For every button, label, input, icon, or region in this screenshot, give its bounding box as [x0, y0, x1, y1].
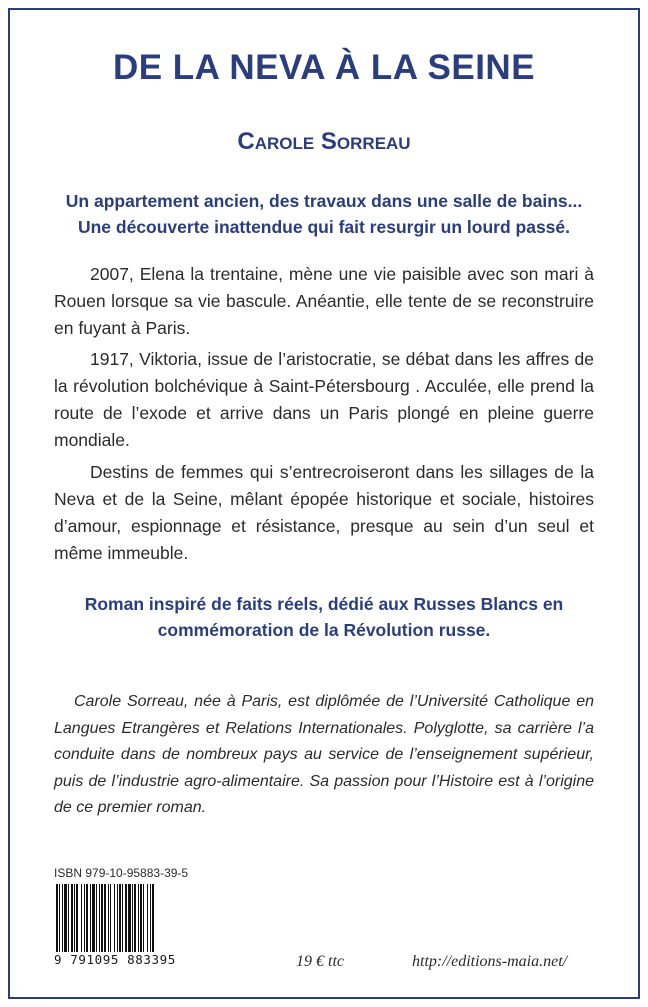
barcode-bar [62, 884, 63, 952]
barcode-bar [76, 884, 78, 952]
barcode-bar [110, 884, 111, 952]
barcode-bar [86, 884, 88, 952]
barcode-bar [128, 884, 131, 952]
barcode-bar [140, 884, 142, 952]
barcode-bar [147, 884, 148, 952]
barcode-bar [125, 884, 127, 952]
barcode-bar [114, 884, 115, 952]
barcode-bar [119, 884, 121, 952]
barcode-bar [108, 884, 109, 952]
synopsis-paragraph-2: 1917, Viktoria, issue de l’aristocratie, se débat dans les affres de la révolution bolchévique à Saint-Pétersbourg . Acculée, elle prend la route de l’exode et arrive dans un Paris plongé en pleine guerre mondiale. [54, 349, 594, 450]
barcode-bar [59, 884, 60, 952]
barcode-bar [81, 884, 82, 952]
price-label: 19 € ttc [296, 953, 344, 970]
barcode-bar [99, 884, 100, 952]
barcode-bar [150, 884, 151, 952]
barcode-bar [138, 884, 139, 952]
publisher-website: http://editions-maia.net/ [412, 953, 568, 970]
barcode-bar [132, 884, 133, 952]
barcode-bar [104, 884, 106, 952]
barcode-bar [71, 884, 73, 952]
author-bio: Carole Sorreau, née à Paris, est diplômée de l’Université Catholique en Langues Etrangères et Relations Internationales. Polyglotte, sa carrière l’a conduite dans de nombreux pays au service de l’enseignement supérieur, puis de l’industrie agro-alimentaire. Sa passion pour l’Histoire est à l’origine de ce premier roman. [54, 693, 594, 816]
barcode-bar [92, 884, 95, 952]
barcode-digits: 9 791095 883395 [54, 952, 176, 967]
barcode-bar [74, 884, 75, 952]
barcode-bar [134, 884, 136, 952]
barcode-bar [117, 884, 118, 952]
synopsis-paragraph-1: 2007, Elena la trentaine, mène une vie paisible avec son mari à Rouen lorsque sa vie bascule. Anéantie, elle tente de se reconstruire en fuyant à Paris. [54, 264, 594, 338]
barcode-bar [68, 884, 69, 952]
barcode-bar [152, 884, 154, 952]
barcode-bar [56, 884, 58, 952]
synopsis-paragraph-3: Destins de femmes qui s’entrecroiseront dans les sillages de la Neva et de la Seine, mêlant épopée historique et sociale, histoires d’amour, espionnage et résistance, presque au sein d’un seul et même immeuble. [54, 462, 594, 563]
author-name: Carole Sorreau [237, 128, 411, 155]
tagline: Roman inspiré de faits réels, dédié aux Russes Blancs en commémoration de la Révolution russe. [84, 594, 564, 640]
book-title: DE LA NEVA À LA SEINE [112, 48, 536, 87]
barcode-bar [84, 884, 85, 952]
barcode-graphic [54, 884, 202, 952]
hook-text: Un appartement ancien, des travaux dans une salle de bains... Une découverte inattendue qui fait resurgir un lourd passé. [65, 191, 583, 237]
barcode-bar [143, 884, 144, 952]
barcode-bar [90, 884, 91, 952]
barcode-bar [122, 884, 123, 952]
barcode-bar [101, 884, 103, 952]
barcode-bar [96, 884, 97, 952]
barcode-bar [64, 884, 67, 952]
isbn-label: ISBN 979-10-95883-39-5 [54, 866, 189, 880]
